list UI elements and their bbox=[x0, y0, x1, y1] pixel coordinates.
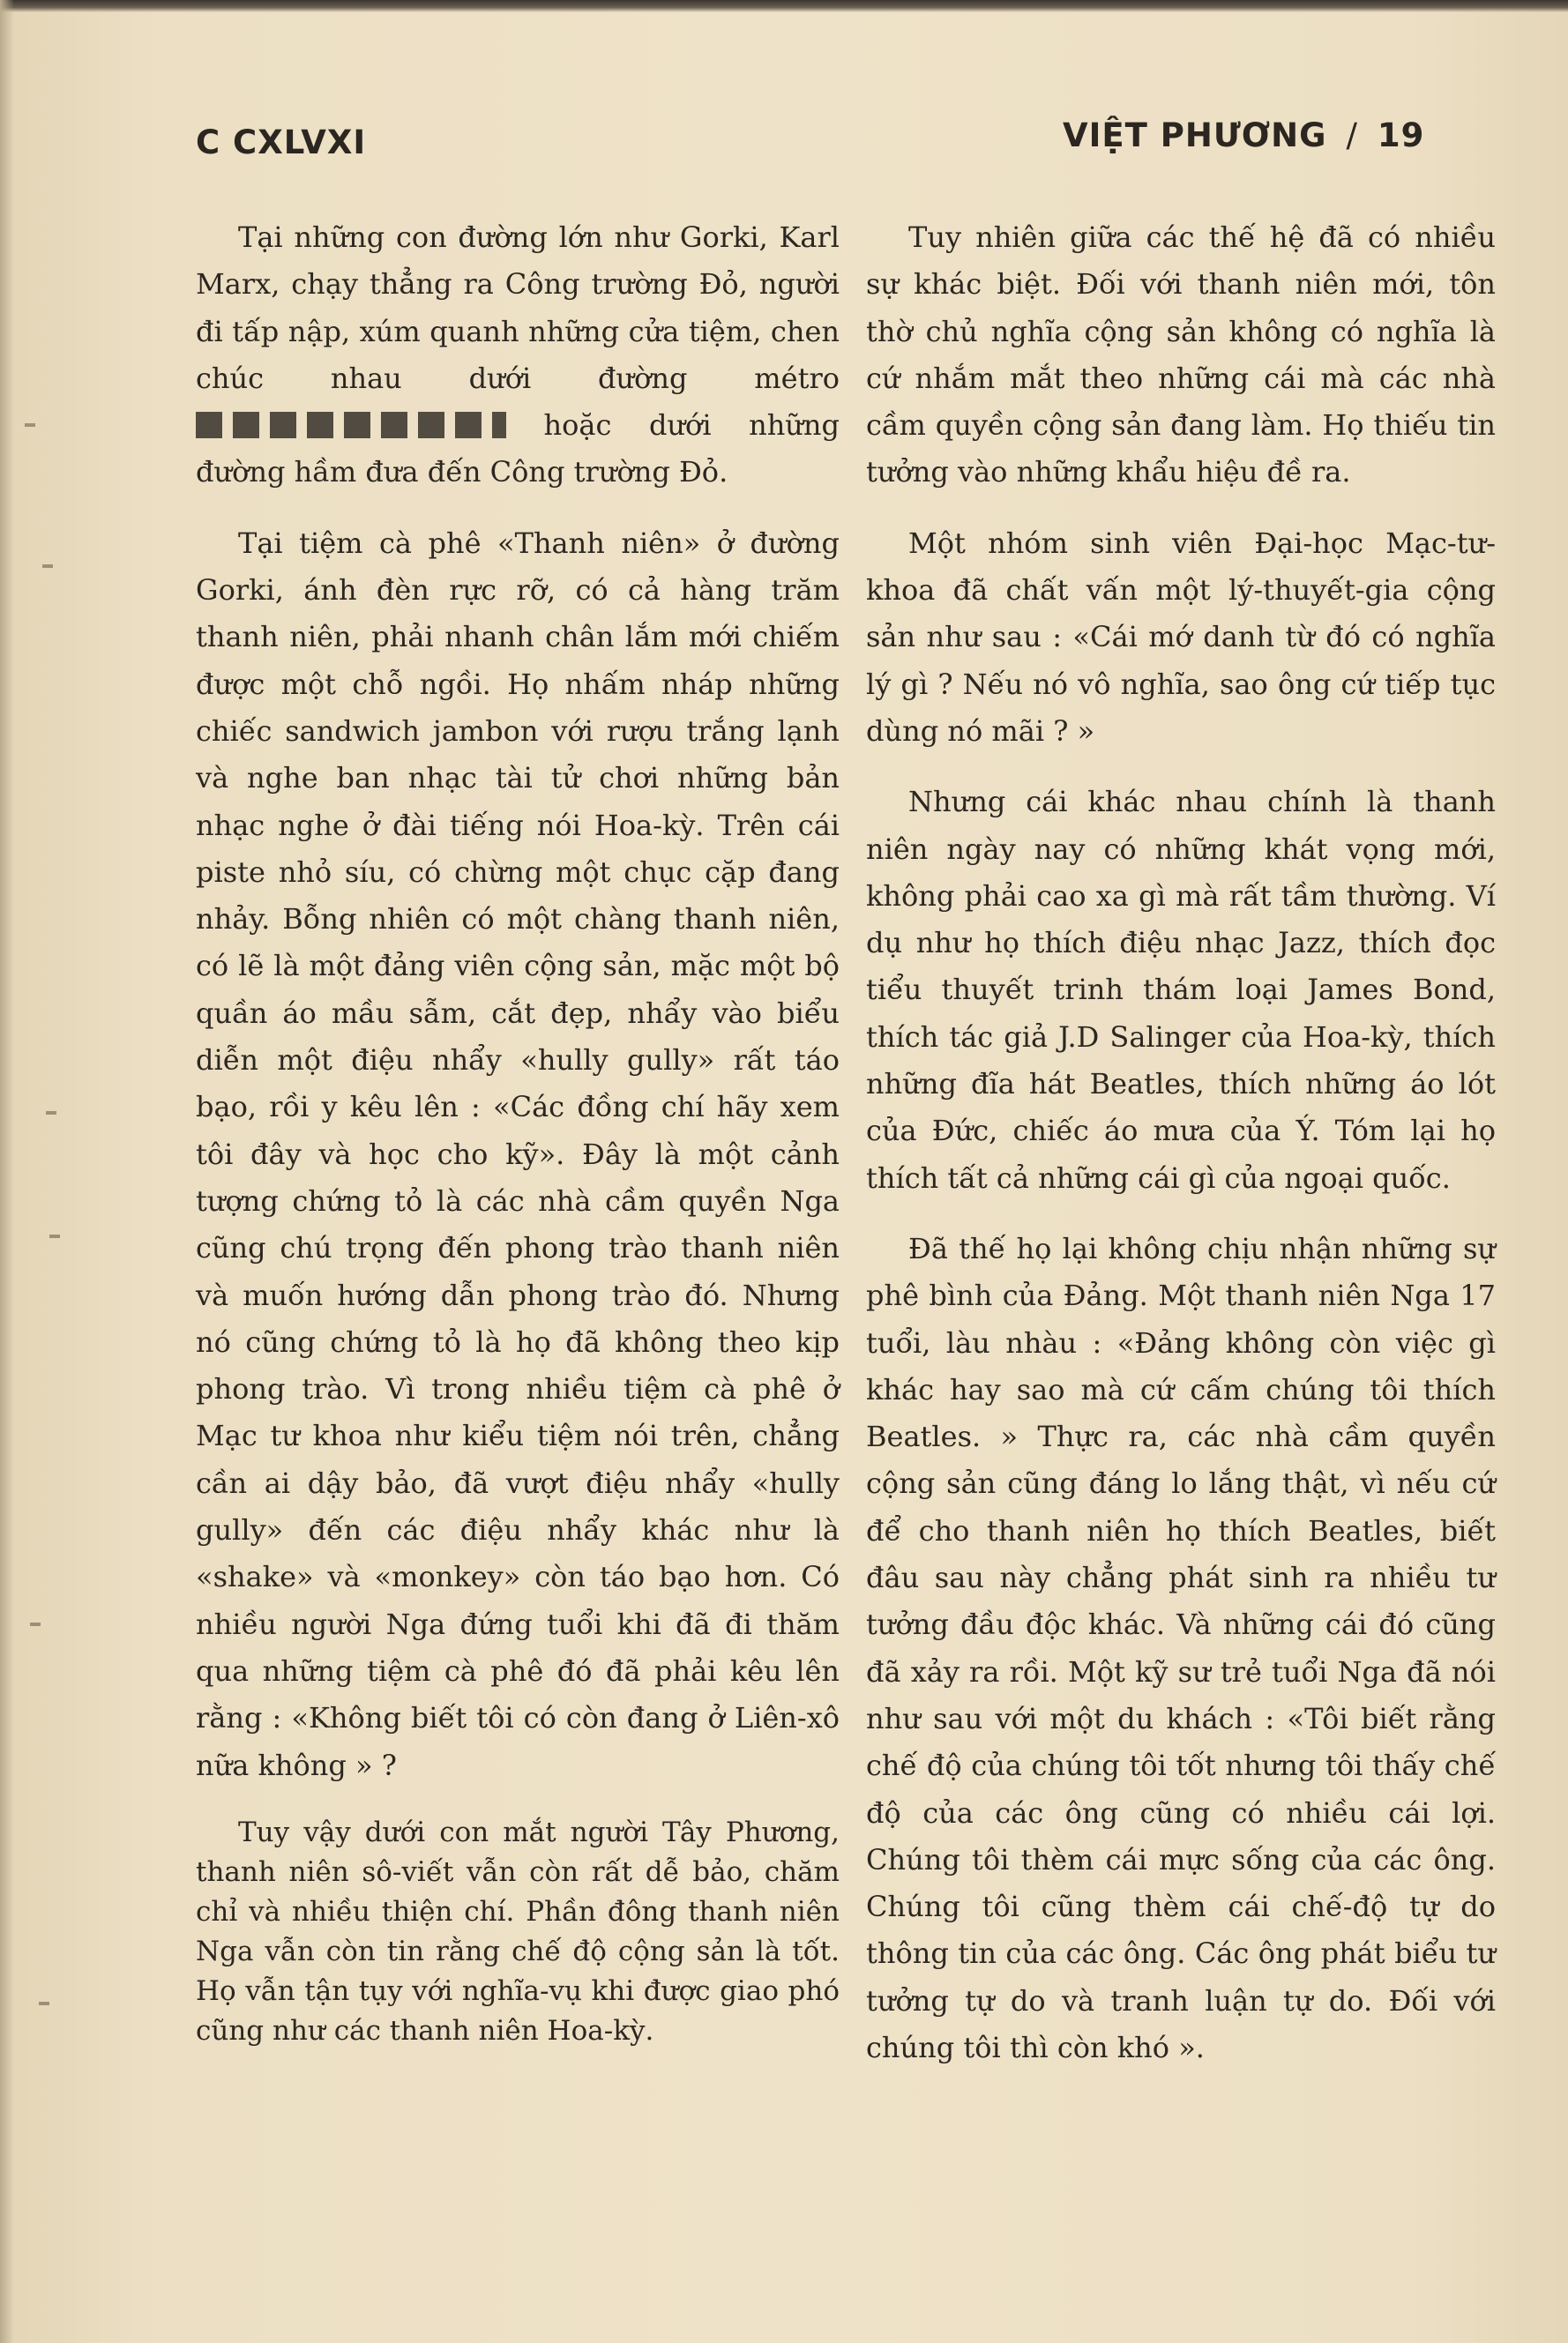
top-edge-rule bbox=[0, 0, 1568, 12]
journal-title: VIỆT PHƯƠNG bbox=[1063, 116, 1327, 154]
margin-speck bbox=[49, 1235, 60, 1238]
running-header-right bbox=[1063, 116, 1424, 154]
paragraph: Đã thế họ lại không chịu nhận những sự phê bình của Đảng. Một thanh niên Nga 17 tuổi, làu nhàu : «Đảng không còn việc gì khác hay sao mà cứ cấm chúng tôi thích Beatles. » Thực ra, các nhà cầm quyền cộng sản cũng đáng lo lắng thật, vì nếu cứ để cho thanh niên họ thích Beatles, biết đâu sau này chẳng phát sinh ra nhiều tư tưởng đầu độc khác. Và những cái đó cũng đã xảy ra rồi. Một kỹ sư trẻ tuổi Nga đã nói như sau với một du khách : «Tôi biết rằng chế độ của chúng tôi tốt nhưng tôi thấy chế độ của các ông cũng có nhiều cái lợi. Chúng tôi thèm cái mực sống của các ông. Chúng tôi cũng thèm cái chế-độ tự do thông tin của các ông. Các ông phát biểu tư tưởng tự do và tranh luận tự do. Đối với chúng tôi thì còn khó ». bbox=[866, 1231, 1496, 2064]
margin-speck bbox=[42, 564, 53, 568]
page-number: 19 bbox=[1377, 116, 1425, 154]
margin-speck bbox=[25, 423, 35, 427]
right-column bbox=[866, 214, 1496, 2071]
paragraph: Tuy vậy dưới con mắt người Tây Phương, thanh niên sô-viết vẫn còn rất dễ bảo, chăm chỉ và nhiều thiện chí. Phần đông thanh niên Nga vẫn còn tin rằng chế độ cộng sản là tốt. Họ vẫn tận tụy với nghĩa-vụ khi được giao phó cũng như các thanh niên Hoa-kỳ. bbox=[196, 1816, 840, 2047]
paragraph: Nhưng cái khác nhau chính là thanh niên ngày nay có những khát vọng mới, không phải cao xa gì mà rất tầm thường. Ví dụ như họ thích điệu nhạc Jazz, thích đọc tiểu thuyết trinh thám loại James Bond, thích tác giả J.D Salinger của Hoa-kỳ, thích những đĩa hát Beatles, thích những áo lót của Đức, chiếc áo mưa của Ý. Tóm lại họ thích tất cả những cái gì của ngoại quốc. bbox=[866, 785, 1496, 1195]
paragraph: Một nhóm sinh viên Đại-học Mạc-tư-khoa đã chất vấn một lý-thuyết-gia cộng sản như sau : «Cái mớ danh từ đó có nghĩa lý gì ? Nếu nó vô nghĩa, sao ông cứ tiếp tục dùng nó mãi ? » bbox=[866, 526, 1496, 748]
paragraph-text: Tại những con đường lớn như Gorki, Karl Marx, chạy thẳng ra Công trường Đỏ, người đi tấp nập, xúm quanh những cửa tiệm, chen chúc nhau dưới đường métro bbox=[196, 220, 840, 395]
left-column bbox=[196, 214, 840, 2051]
illegible-text-blot bbox=[196, 412, 506, 438]
margin-speck bbox=[30, 1623, 41, 1626]
page-left-edge bbox=[0, 0, 14, 2343]
paragraph: Tại tiệm cà phê «Thanh niên» ở đường Gorki, ánh đèn rực rỡ, có cả hàng trăm thanh niên, phải nhanh chân lắm mới chiếm được một chỗ ngồi. Họ nhấm nháp những chiếc sandwich jambon với rượu trắng lạnh và nghe ban nhạc tài tử chơi những bản nhạc nghe ở đài tiếng nói Hoa-kỳ. Trên cái piste nhỏ síu, có chừng một chục cặp đang nhảy. Bỗng nhiên có một chàng thanh niên, có lẽ là một đảng viên cộng sản, mặc một bộ quần áo mầu sẫm, cắt đẹp, nhẩy vào biểu diễn một điệu nhẩy «hully gully» rất táo bạo, rồi y kêu lên : «Các đồng chí hãy xem tôi đây và học cho kỹ». Đây là một cảnh tượng chứng tỏ là các nhà cầm quyền Nga cũng chú trọng đến phong trào thanh niên và muốn hướng dẫn phong trào đó. Nhưng nó cũng chứng tỏ là họ đã không theo kịp phong trào. Vì trong nhiều tiệm cà phê ở Mạc tư khoa như kiểu tiệm nói trên, chẳng cần ai dậy bảo, đã vượt điệu nhẩy «hully gully» đến các điệu nhẩy khác như là «shake» và «monkey» còn táo bạo hơn. Có nhiều người Nga đứng tuổi khi đã đi thăm qua những tiệm cà phê đó đã phải kêu lên rằng : «Không biết tôi có còn đang ở Liên-xô nữa không » ? bbox=[196, 526, 840, 1782]
paragraph bbox=[196, 214, 840, 496]
header-separator: / bbox=[1346, 116, 1358, 154]
margin-speck bbox=[39, 2002, 49, 2005]
paragraph: Tuy nhiên giữa các thế hệ đã có nhiều sự khác biệt. Đối với thanh niên mới, tôn thờ chủ nghĩa cộng sản không có nghĩa là cứ nhắm mắt theo những cái mà các nhà cầm quyền cộng sản đang làm. Họ thiếu tin tưởng vào những khẩu hiệu đề ra. bbox=[866, 220, 1496, 489]
running-header-left: C CXLVXI bbox=[196, 123, 367, 161]
margin-speck bbox=[46, 1111, 56, 1115]
paragraph-text: hoặc dưới những đường hầm đưa đến Công trường Đỏ. bbox=[196, 408, 840, 489]
